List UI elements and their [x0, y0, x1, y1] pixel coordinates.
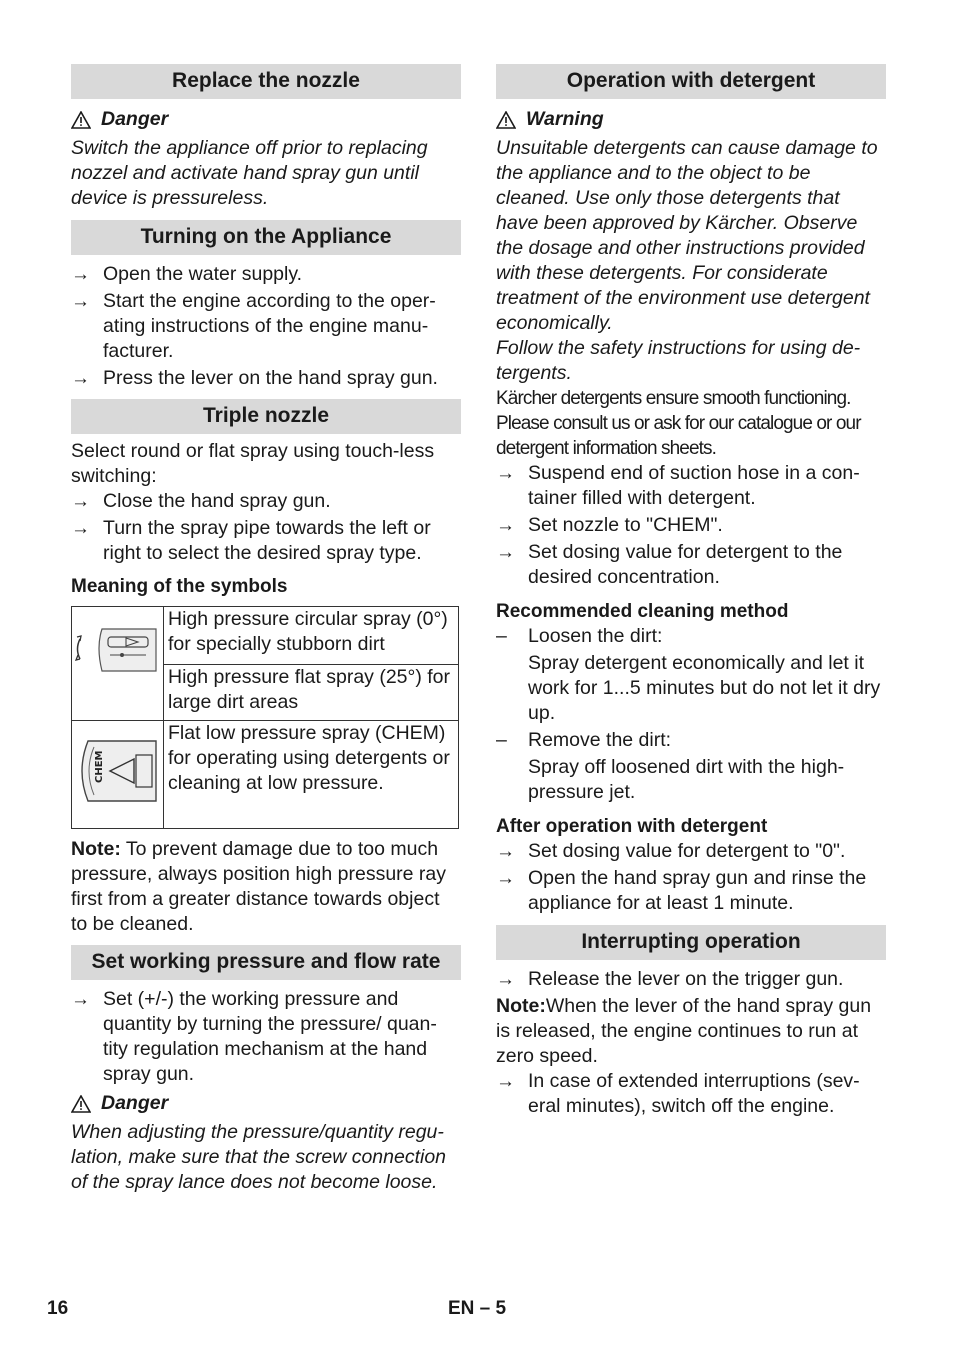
- rotation-nozzle-image: [72, 607, 164, 721]
- warning-triangle-icon: [496, 111, 516, 129]
- arrow-icon: →: [496, 969, 515, 990]
- note-label: Note:: [496, 995, 546, 1017]
- warning-text: Unsuitable detergents can cause damage to the appliance and to the object to be cleaned. Use only those detergents that have been approved by Kärcher. Observe the dosage and other instructions provided with these detergents. For considerate treatment of the environment use detergent economically.: [496, 137, 878, 334]
- list-item: → Open the water supply.: [71, 263, 303, 285]
- arrow-icon: →: [496, 542, 515, 563]
- list-item: → Press the lever on the hand spray gun.: [71, 367, 438, 389]
- list-item: – Loosen the dirt:: [496, 625, 663, 647]
- right-column: [496, 64, 886, 1119]
- arrow-icon: →: [71, 291, 90, 312]
- dash-icon: –: [496, 729, 507, 751]
- arrow-icon: →: [71, 491, 90, 512]
- arrow-icon: →: [71, 989, 90, 1010]
- chem-label: CHEM: [94, 750, 105, 783]
- arrow-icon: →: [496, 1071, 515, 1092]
- list-item: → Set dosing value for detergent to "0".: [496, 840, 846, 862]
- heading-working-pressure: Set working pressure and flow rate: [71, 945, 461, 980]
- symbol-row-flat: High pressure flat spray (25°) for large dirt areas: [164, 664, 459, 720]
- note-paragraph: [496, 994, 886, 1069]
- arrow-icon: →: [496, 841, 515, 862]
- note-text: To prevent damage due to too much pressure, always position high pressure ray first from a greater distance towards object to be cleaned.: [71, 838, 447, 935]
- note-text: When the lever of the hand spray gun is released, the engine continues to run at zero speed.: [496, 995, 872, 1067]
- danger-notice: [71, 107, 461, 132]
- safety-text: Follow the safety instructions for using de-tergents.: [496, 337, 861, 384]
- list-item-detail: Spray off loosened dirt with the high-pressure jet.: [528, 756, 845, 803]
- arrow-icon: →: [71, 368, 90, 389]
- list-item: → Close the hand spray gun.: [71, 490, 331, 512]
- arrow-icon: →: [71, 264, 90, 285]
- left-column: [71, 64, 461, 1195]
- warning-notice: [496, 107, 886, 132]
- heading-interrupting: Interrupting operation: [496, 925, 886, 960]
- after-heading: After operation with detergent: [496, 816, 768, 837]
- list-item: → In case of extended interruptions (sev-eral minutes), switch off the engine.: [496, 1070, 860, 1117]
- list-item: → Open the hand spray gun and rinse the appliance for at least 1 minute.: [496, 867, 867, 914]
- page-number: 16: [47, 1298, 69, 1319]
- symbols-table: [71, 606, 459, 829]
- danger-notice: [71, 1091, 461, 1116]
- list-item: → Set nozzle to "CHEM".: [496, 514, 723, 536]
- symbol-row-chem: Flat low pressure spray (CHEM) for operating using detergents or cleaning at low pressure.: [164, 721, 459, 829]
- chem-nozzle-image: [72, 721, 164, 829]
- warning-triangle-icon: [71, 111, 91, 129]
- arrow-icon: →: [71, 518, 90, 539]
- heading-operation-detergent: Operation with detergent: [496, 64, 886, 99]
- note-paragraph: [71, 837, 461, 937]
- list-item: – Remove the dirt:: [496, 729, 672, 751]
- danger-text: When adjusting the pressure/quantity regu-lation, make sure that the screw connection of the spray lance does not become loose.: [71, 1121, 447, 1193]
- dash-icon: –: [496, 625, 507, 647]
- danger-label: Danger: [101, 108, 169, 130]
- list-item-detail: Spray detergent economically and let it work for 1...5 minutes but do not let it dry up.: [528, 652, 881, 724]
- danger-text: Switch the appliance off prior to replacing nozzel and activate hand spray gun until device is pressureless.: [71, 137, 428, 209]
- page-code: EN – 5: [448, 1298, 507, 1319]
- list-item: → Release the lever on the trigger gun.: [496, 968, 844, 990]
- arrow-icon: →: [496, 868, 515, 889]
- arrow-icon: →: [496, 463, 515, 484]
- list-item: → Suspend end of suction hose in a con-tainer filled with detergent.: [496, 462, 860, 509]
- danger-label: Danger: [101, 1092, 169, 1114]
- info-text: Kärcher detergents ensure smooth functioning. Please consult us or ask for our catalogue or our detergent information sheets.: [496, 388, 861, 459]
- list-item: → Set (+/-) the working pressure and quantity by turning the pressure/ quan-tity regulation mechanism at the hand spray gun.: [71, 988, 437, 1085]
- symbols-heading: Meaning of the symbols: [71, 576, 288, 597]
- arrow-icon: →: [496, 515, 515, 536]
- list-item: → Set dosing value for detergent to the desired concentration.: [496, 541, 843, 588]
- symbol-row-circular: High pressure circular spray (0°) for specially stubborn dirt: [164, 607, 459, 665]
- recommended-heading: Recommended cleaning method: [496, 601, 789, 622]
- warning-triangle-icon: [71, 1095, 91, 1113]
- heading-triple-nozzle: Triple nozzle: [71, 399, 461, 434]
- list-item: → Turn the spray pipe towards the left or right to select the desired spray type.: [71, 517, 431, 564]
- heading-replace-nozzle: Replace the nozzle: [71, 64, 461, 99]
- triple-intro: Select round or flat spray using touch-less switching:: [71, 440, 435, 487]
- warning-label: Warning: [526, 108, 604, 130]
- list-item: → Start the engine according to the oper-ating instructions of the engine manu-facturer.: [71, 290, 436, 362]
- note-label: Note:: [71, 838, 121, 860]
- heading-turning-on: Turning on the Appliance: [71, 220, 461, 255]
